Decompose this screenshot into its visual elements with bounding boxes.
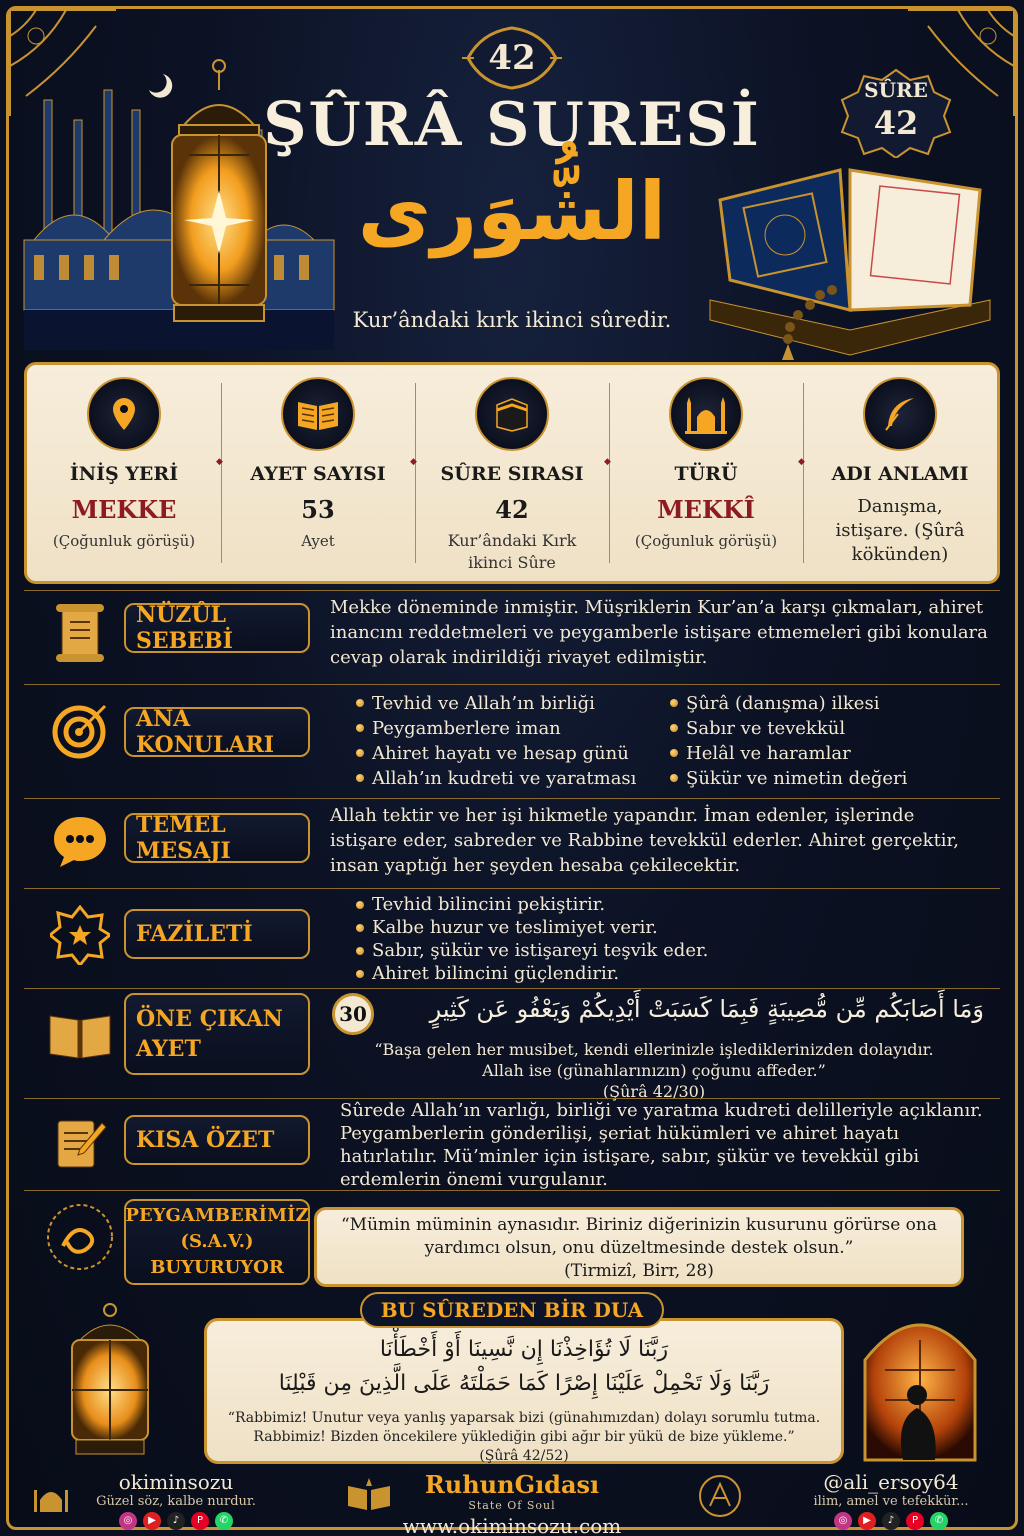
instagram-icon[interactable]: ◎ <box>834 1512 852 1530</box>
list-item: Ahiret bilincini güçlendirir. <box>354 962 954 985</box>
section-hadis <box>24 1190 1000 1290</box>
footer-right-tagline: ilim, amel ve tefekkür... <box>813 1494 969 1509</box>
mosque-icon <box>669 377 743 451</box>
info-note: Ayet <box>301 532 335 550</box>
section-ayet <box>24 988 1000 1101</box>
youtube-icon[interactable]: ▶ <box>143 1512 161 1530</box>
info-nuzul-yeri <box>27 365 221 581</box>
nuzul-text: Mekke döneminde inmiştir. Müşriklerin Kur’an’a karşı çıkmaları, ahiret inancını reddetmeleri ve peygamberle istişare etmemeleri gibi konulara cevap olarak indirildiği rivayet edilmiştir. <box>330 597 988 668</box>
praying-figure-illustration <box>855 1300 985 1470</box>
sure-badge-label: SÛRE <box>864 78 928 102</box>
social-icons <box>86 1512 266 1530</box>
dua-translation-line: “Rabbimiz! Unutur veya yanlış yaparsak bizi (günahımızdan) dolayı sorumlu tutma. <box>227 1410 821 1426</box>
feather-icon <box>863 377 937 451</box>
kaaba-icon <box>475 377 549 451</box>
info-note: Kur’ândaki Kırk ikinci Sûre <box>447 531 577 572</box>
info-value: 53 <box>301 495 335 524</box>
info-note: (Çoğunluk görüşü) <box>52 532 196 550</box>
dua-arabic-line: رَبَّنَا لَا تُؤَاخِذْنَا إِن نَّسِينَا أَوْ أَخْطَأْنَا <box>379 1337 669 1362</box>
list-item: Sabır, şükür ve istişareyi teşvik eder. <box>354 939 954 962</box>
dua-arabic <box>207 1333 841 1401</box>
sure-badge <box>840 68 952 158</box>
section-label: NÜZÛL SEBEBİ <box>124 603 310 653</box>
section-label: TEMEL MESAJI <box>124 813 310 863</box>
ozet-text: Sûrede Allah’ın varlığı, birliği ve yaratma kudreti delilleriyle açıklanır. Peygamberlerin gönderilişi, şeriat hükümleri ve ahiret hayatı hatırlatılır. Mü’minler için istişare, sabır, şükür ve tevekkül gibi erdemlerin önemi vurgulanır. <box>340 1100 983 1190</box>
notepad-pen-icon <box>38 1101 122 1185</box>
info-label: TÜRÜ <box>674 463 738 485</box>
info-label: AYET SAYISI <box>250 463 386 485</box>
speech-bubble-icon <box>38 799 122 883</box>
dua-translation-line: Rabbimiz! Bizden öncekilere yüklediğin gibi ağır bir yükü de bize yükleme.” <box>253 1429 795 1445</box>
info-value: MEKKÎ <box>657 495 755 524</box>
section-label-line: PEYGAMBERİMİZ <box>125 1205 309 1226</box>
list-item: Ahiret hayatı ve hesap günü <box>354 741 654 766</box>
dua-title: BU SÛREDEN BİR DUA <box>360 1292 664 1328</box>
page-title: ŞÛRÂ SURESİ <box>263 90 761 160</box>
open-book-icon <box>38 993 122 1077</box>
list-item: Şükür ve nimetin değeri <box>668 766 968 791</box>
target-icon <box>38 689 122 773</box>
list-item: Tevhid ve Allah’ın birliği <box>354 691 654 716</box>
footer <box>6 1470 1018 1536</box>
tiktok-icon[interactable]: ♪ <box>167 1512 185 1530</box>
location-pin-icon <box>87 377 161 451</box>
topics-list-left <box>354 691 654 791</box>
surah-number: 42 <box>488 38 536 78</box>
section-label-line: BUYURUYOR <box>150 1257 284 1278</box>
hadith-reference: (Tirmizî, Birr, 28) <box>564 1261 714 1281</box>
brand-name: RuhunGıdası <box>424 1470 600 1499</box>
section-nuzul <box>24 590 1000 680</box>
monogram-logo-icon <box>696 1472 744 1520</box>
list-item: Şûrâ (danışma) ilkesi <box>668 691 968 716</box>
ayah-reference: (Şûrâ 42/30) <box>602 1082 706 1101</box>
social-icons <box>776 1512 1006 1530</box>
section-label <box>124 1199 310 1285</box>
info-meaning: Danışma, istişare. (Şûrâ kökünden) <box>835 496 965 565</box>
section-mesaj <box>24 798 1000 888</box>
section-fazilet <box>24 888 1000 984</box>
tiktok-icon[interactable]: ♪ <box>882 1512 900 1530</box>
star-octagon-icon <box>38 893 122 977</box>
list-item: Allah’ın kudreti ve yaratması <box>354 766 654 791</box>
list-item: Helâl ve haramlar <box>668 741 968 766</box>
instagram-icon[interactable]: ◎ <box>119 1512 137 1530</box>
fazilet-list <box>354 893 954 985</box>
section-label: FAZİLETİ <box>124 909 310 959</box>
dua-arabic-line: رَبَّنَا وَلَا تَحْمِلْ عَلَيْنَا إِصْرًا كَمَا حَمَلْتَهُ عَلَى الَّذِينَ مِن قَبْلِنَا <box>278 1371 770 1396</box>
dua-box <box>204 1318 844 1464</box>
sure-badge-number: 42 <box>873 104 919 142</box>
footer-left-name[interactable]: okiminsozu <box>118 1470 234 1494</box>
footer-left-tagline: Güzel söz, kalbe nurdur. <box>96 1494 256 1509</box>
info-value: MEKKE <box>71 495 177 524</box>
hadith-text: “Mümin müminin aynasıdır. Biriniz diğerinizin kusurunu görürse ona yardımcı olsun, onu düzeltmesinde destek olsun.” <box>340 1215 937 1258</box>
info-note: (Çoğunluk görüşü) <box>634 532 778 550</box>
section-konular <box>24 684 1000 788</box>
mesaj-text: Allah tektir ve her işi hikmetle yapandır. İman edenler, işlerinde istişare eder, sabreder ve Rabbine tevekkül ederler. Ahiret gerçektir, insan yaptığı her şeyden hesaba çekilecektir. <box>330 805 959 876</box>
info-value: 42 <box>495 495 529 524</box>
list-item: Peygamberlere iman <box>354 716 654 741</box>
info-label: SÛRE SIRASI <box>440 463 584 485</box>
section-label-line: ÖNE ÇIKAN <box>136 1006 283 1032</box>
info-sure-sirasi <box>415 365 609 581</box>
list-item: Tevhid bilincini pekiştirir. <box>354 893 954 916</box>
section-label-line: (S.A.V.) <box>180 1231 254 1252</box>
book-logo-icon <box>346 1476 392 1512</box>
hadith-box <box>314 1207 964 1287</box>
info-turu <box>609 365 803 581</box>
mosque-logo-icon <box>30 1476 72 1518</box>
section-label-line: AYET <box>136 1036 201 1062</box>
surah-number-badge <box>462 22 562 94</box>
ayah-translation <box>354 1039 954 1102</box>
list-item: Kalbe huzur ve teslimiyet verir. <box>354 916 954 939</box>
info-label: ADI ANLAMI <box>831 463 969 485</box>
section-label: KISA ÖZET <box>124 1115 310 1165</box>
ayah-translation-text: “Başa gelen her musibet, kendi ellerinizle işlediklerinizden dolayıdır. Allah ise (günahlarınızın) çoğunu affeder.” <box>374 1040 934 1080</box>
footer-right <box>776 1470 1006 1530</box>
arabic-title: الشُّوَرى <box>357 165 667 258</box>
open-quran-illustration <box>690 130 1010 360</box>
open-book-icon <box>281 377 355 451</box>
dua-translation <box>207 1409 841 1466</box>
info-adi-anlami <box>803 365 997 581</box>
topics-list-right <box>668 691 968 791</box>
list-item: Sabır ve tevekkül <box>668 716 968 741</box>
lantern-illustration <box>50 1300 170 1470</box>
section-label <box>124 993 310 1075</box>
brand-subtitle: State Of Soul <box>468 1499 556 1512</box>
pinterest-icon[interactable]: P <box>191 1512 209 1530</box>
pinterest-icon[interactable]: P <box>906 1512 924 1530</box>
youtube-icon[interactable]: ▶ <box>858 1512 876 1530</box>
subtitle: Kur’ândaki kırk ikinci sûredir. <box>352 308 672 332</box>
scroll-icon <box>38 591 122 675</box>
whatsapp-icon[interactable]: ✆ <box>215 1512 233 1530</box>
calligraphy-medallion-icon <box>38 1195 122 1279</box>
ayah-arabic: وَمَا أَصَابَكُم مِّن مُّصِيبَةٍ فَبِمَا كَسَبَتْ أَيْدِيكُمْ وَيَعْفُو عَن كَثِيرٍ <box>429 995 984 1023</box>
section-label: ANA KONULARI <box>124 707 310 757</box>
info-ayet-sayisi <box>221 365 415 581</box>
website-link[interactable]: www.okiminsozu.com <box>402 1514 622 1536</box>
whatsapp-icon[interactable]: ✆ <box>930 1512 948 1530</box>
section-ozet <box>24 1098 1000 1194</box>
info-label: İNİŞ YERİ <box>69 463 179 485</box>
ayah-number-badge: 30 <box>332 993 374 1035</box>
info-panel <box>24 362 1000 584</box>
footer-center <box>392 1470 632 1536</box>
footer-right-name[interactable]: @ali_ersoy64 <box>823 1470 959 1494</box>
dua-reference: (Şûrâ 42/52) <box>479 1448 569 1464</box>
footer-left <box>86 1470 266 1530</box>
